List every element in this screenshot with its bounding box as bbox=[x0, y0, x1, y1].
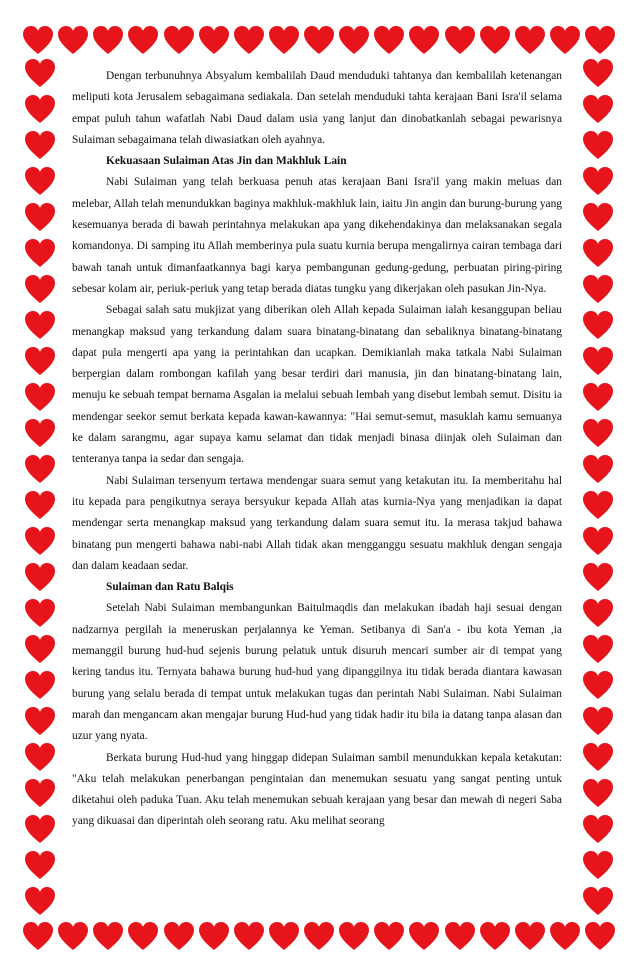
heart-icon bbox=[268, 921, 300, 951]
heart-icon bbox=[373, 25, 405, 55]
heart-icon bbox=[584, 921, 616, 951]
heart-icon bbox=[24, 382, 56, 412]
heart-icon bbox=[24, 886, 56, 916]
heart-icon bbox=[198, 921, 230, 951]
heart-icon bbox=[582, 850, 614, 880]
heart-icon bbox=[582, 598, 614, 628]
heart-icon bbox=[24, 562, 56, 592]
heart-icon bbox=[408, 921, 440, 951]
heart-icon bbox=[24, 274, 56, 304]
heart-icon bbox=[582, 274, 614, 304]
paragraph: Sebagai salah satu mukjizat yang diberikan oleh Allah kepada Sulaiman ialah kesanggupan beliau menangkap maksud yang terkandung dalam suara binatang-binatang dan sebaliknya binatang-binatang dapat pula mengerti apa yang ia perintahkan dan ucapkan. Demikianlah maka tatkala Nabi Sulaiman berpergian dalam rombongan kafilah yang besar terdiri dari manusia, jin dan binatang-binatang lain, menuju ke sebuah tempat bernama Asgalan ia melalui sebuah lembah yang disebut lembah semut. Disitu ia mendengar seekor semut berkata kepada kawan-kawannya: "Hai semut-semut, masuklah kamu semuanya ke dalam sarangmu, agar supaya kamu selamat dan tidak menjadi binasa diinjak oleh Sulaiman dan tenteranya tanpa ia sedar dan sengaja. bbox=[72, 304, 562, 466]
heart-icon bbox=[24, 850, 56, 880]
paragraph: Nabi Sulaiman yang telah berkuasa penuh atas kerajaan Bani Isra'il yang makin meluas dan melebar, Allah telah menundukkan baginya makhluk-makhluk lain, iaitu Jin angin dan burung-burung yang kesemuanya berada di bawah perintahnya melakukan apa yang dikehendakinya dan melaksanakan segala komandonya. Di samping itu Allah memberinya pula suatu kurnia berupa mengalirnya cairan tembaga dari bawah tanah untuk dimanfaatkannya bagi karya pembangunan gedung-gedung, perbuatan piring-piring sebesar kolam air, periuk-periuk yang tetap berada diatas tungku yang dikerjakan oleh pasukan Jin-Nya. bbox=[72, 176, 562, 295]
heart-icon bbox=[198, 25, 230, 55]
heart-icon bbox=[549, 921, 581, 951]
heart-icon bbox=[24, 346, 56, 376]
heart-border-top bbox=[22, 20, 616, 60]
heart-icon bbox=[127, 25, 159, 55]
heart-icon bbox=[582, 742, 614, 772]
heart-icon bbox=[92, 25, 124, 55]
heart-icon bbox=[582, 238, 614, 268]
heart-icon bbox=[24, 238, 56, 268]
heart-icon bbox=[57, 25, 89, 55]
heart-icon bbox=[582, 634, 614, 664]
heart-icon bbox=[24, 454, 56, 484]
heart-icon bbox=[24, 742, 56, 772]
paragraph: Dengan terbunuhnya Absyalum kembalilah Daud menduduki tahtanya dan kembalilah ketenangan meliputi kota Jerusalem sebagaimana sediakala. Dan setelah menduduki tahta kerajaan Bani Isra'il selama empat puluh tahun wafatlah Nabi Daud dalam usia yang lanjut dan dinobatkanlah sebagai pewarisnya Sulaiman sebagaimana telah diwasiatkan oleh ayahnya. bbox=[72, 70, 562, 146]
heart-icon bbox=[444, 921, 476, 951]
heart-icon bbox=[582, 166, 614, 196]
heart-icon bbox=[582, 526, 614, 556]
paragraph: Nabi Sulaiman tersenyum tertawa mendengar suara semut yang ketakutan itu. Ia memberitahu hal itu kepada para pengikutnya seraya bersyukur kepada Allah atas kurnia-Nya yang menjadikan ia dapat mendengar serta menangkap maksud yang terkandung dalam suara semut itu. Ia merasa takjud bahawa binatang pun mengerti bahawa nabi-nabi Allah tidak akan mengganggu sesuatu makhluk dengan sengaja dan dalam keadaan sedar. bbox=[72, 474, 562, 572]
heart-icon bbox=[549, 25, 581, 55]
heart-icon bbox=[584, 25, 616, 55]
heart-icon bbox=[233, 921, 265, 951]
heart-icon bbox=[582, 490, 614, 520]
heart-icon bbox=[582, 346, 614, 376]
heart-border-left bbox=[20, 58, 60, 916]
heart-border-right bbox=[578, 58, 618, 916]
heart-icon bbox=[582, 454, 614, 484]
heart-icon bbox=[582, 886, 614, 916]
heart-icon bbox=[24, 202, 56, 232]
heart-icon bbox=[163, 25, 195, 55]
heart-icon bbox=[163, 921, 195, 951]
heart-icon bbox=[24, 94, 56, 124]
heart-icon bbox=[582, 382, 614, 412]
section-heading: Sulaiman dan Ratu Balqis bbox=[106, 581, 234, 594]
document-body bbox=[72, 66, 562, 833]
heart-icon bbox=[582, 94, 614, 124]
heart-icon bbox=[24, 166, 56, 196]
section-heading: Kekuasaan Sulaiman Atas Jin dan Makhluk Lain bbox=[106, 155, 347, 168]
heart-icon bbox=[479, 921, 511, 951]
heart-border-bottom bbox=[22, 916, 616, 956]
heart-icon bbox=[514, 25, 546, 55]
heart-icon bbox=[24, 490, 56, 520]
heart-icon bbox=[22, 25, 54, 55]
heart-icon bbox=[338, 25, 370, 55]
heart-icon bbox=[24, 310, 56, 340]
heart-icon bbox=[373, 921, 405, 951]
heart-icon bbox=[24, 670, 56, 700]
heart-icon bbox=[582, 58, 614, 88]
heart-icon bbox=[582, 130, 614, 160]
heart-icon bbox=[582, 814, 614, 844]
heart-icon bbox=[582, 778, 614, 808]
heart-icon bbox=[582, 310, 614, 340]
paragraph: Setelah Nabi Sulaiman membangunkan Baitulmaqdis dan melakukan ibadah haji sesuai dengan nadzarnya pergilah ia meneruskan perjalannya ke Yeman. Setibanya di San'a - ibu kota Yeman ,ia memanggil burung hud-hud sejenis burung pelatuk untuk disuruh mencari sumber air di tempat yang kering tandus itu. Ternyata bahawa burung hud-hud yang dipanggilnya itu tidak berada diantara kawasan burung yang selalu berada di tempat untuk melakukan tugas dan perintah Nabi Sulaiman. Nabi Sulaiman marah dan mengancam akan mengajar burung Hud-hud yang tidak hadir itu bila ia datang tanpa alasan dan uzur yang nyata. bbox=[72, 602, 562, 743]
heart-icon bbox=[24, 598, 56, 628]
heart-icon bbox=[24, 634, 56, 664]
heart-icon bbox=[582, 670, 614, 700]
heart-icon bbox=[24, 418, 56, 448]
heart-icon bbox=[303, 25, 335, 55]
heart-icon bbox=[444, 25, 476, 55]
heart-icon bbox=[268, 25, 300, 55]
heart-icon bbox=[582, 202, 614, 232]
heart-icon bbox=[582, 706, 614, 736]
heart-icon bbox=[22, 921, 54, 951]
heart-icon bbox=[24, 526, 56, 556]
heart-icon bbox=[303, 921, 335, 951]
heart-icon bbox=[127, 921, 159, 951]
heart-icon bbox=[57, 921, 89, 951]
heart-icon bbox=[24, 706, 56, 736]
paragraph: Berkata burung Hud-hud yang hinggap didepan Sulaiman sambil menundukkan kepala ketakutan: "Aku telah melakukan penerbangan pengintaian dan menemukan sesuatu yang sangat penting untuk diketahui oleh paduka Tuan. Aku telah menemukan sebuah kerajaan yang besar dan mewah di negeri Saba yang dikuasai dan diperintah oleh seorang ratu. Aku melihat seorang bbox=[72, 751, 562, 828]
heart-icon bbox=[233, 25, 265, 55]
heart-icon bbox=[582, 562, 614, 592]
heart-icon bbox=[514, 921, 546, 951]
heart-icon bbox=[408, 25, 440, 55]
heart-icon bbox=[582, 418, 614, 448]
heart-icon bbox=[92, 921, 124, 951]
heart-icon bbox=[24, 814, 56, 844]
heart-icon bbox=[479, 25, 511, 55]
heart-icon bbox=[24, 130, 56, 160]
heart-icon bbox=[24, 778, 56, 808]
heart-icon bbox=[338, 921, 370, 951]
heart-icon bbox=[24, 58, 56, 88]
